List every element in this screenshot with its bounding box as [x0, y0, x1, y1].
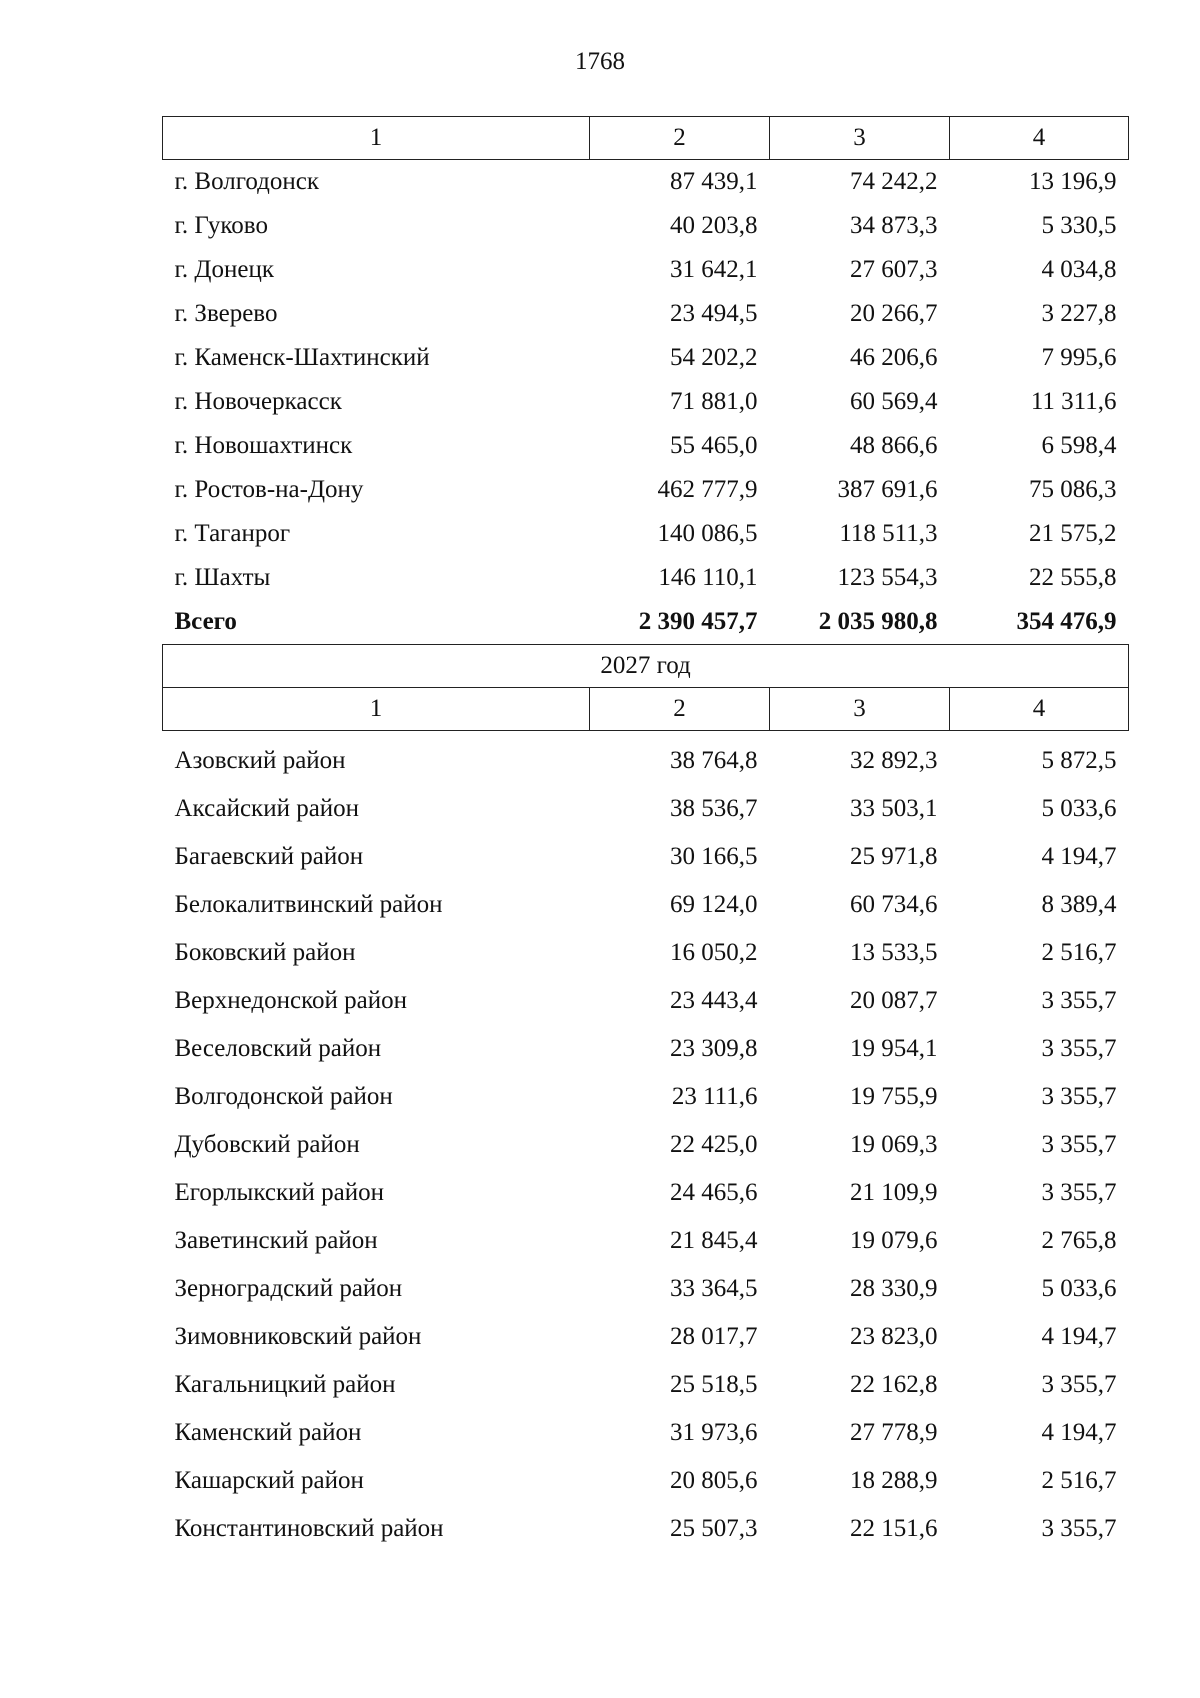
column-3-value-cell: 22 151,6: [850, 1515, 938, 1542]
table-row: [163, 1217, 1129, 1265]
column-4-value-cell: 4 194,7: [1041, 1323, 1117, 1350]
column-2-value-cell: 38 536,7: [670, 795, 758, 822]
table-row: [163, 1457, 1129, 1505]
territory-name-cell: г. Зверево: [174, 300, 278, 327]
column-4-value-cell: 4 194,7: [1041, 1419, 1117, 1446]
territory-name-cell: Кагальницкий район: [174, 1371, 396, 1398]
column-4-value-cell: 3 355,7: [1041, 1131, 1117, 1158]
column-3-value-cell: 18 288,9: [850, 1467, 938, 1494]
column-3-value-cell: 33 503,1: [850, 795, 938, 822]
table-row: [163, 336, 1129, 380]
territory-name-cell: Дубовский район: [174, 1131, 360, 1158]
column-3-value-cell: 22 162,8: [850, 1371, 938, 1398]
territory-name-cell: г. Шахты: [174, 564, 271, 591]
territory-name-cell: Волгодонской район: [174, 1083, 393, 1110]
territory-name-cell: Веселовский район: [174, 1035, 382, 1062]
territory-name-cell: Белокалитвинский район: [174, 891, 443, 918]
column-3-value-cell: 48 866,6: [850, 432, 938, 459]
territory-name-cell: Верхнедонской район: [174, 987, 407, 1014]
territory-name-cell: Заветинский район: [174, 1227, 378, 1254]
column-2-value-cell: 54 202,2: [670, 344, 758, 371]
total-row: [163, 600, 1129, 644]
year-label: 2027 год: [163, 645, 1129, 688]
column-2-value-cell: 16 050,2: [670, 939, 758, 966]
column-number-header: [163, 688, 1129, 731]
column-3-value-cell: 20 087,7: [850, 987, 938, 1014]
table-row: [163, 881, 1129, 929]
column-2-value-cell: 25 507,3: [670, 1515, 758, 1542]
column-2-value-cell: 40 203,8: [670, 212, 758, 239]
column-3-value-cell: 123 554,3: [837, 564, 938, 591]
column-4-value-cell: 5 330,5: [1041, 212, 1117, 239]
column-3-value-cell: 46 206,6: [850, 344, 938, 371]
column-header-2: 2: [590, 117, 770, 160]
column-4-value-cell: 75 086,3: [1029, 476, 1117, 503]
page-number: 1768: [575, 48, 625, 75]
territory-name-cell: г. Волгодонск: [174, 168, 320, 195]
column-3-value-cell: 118 511,3: [839, 520, 938, 547]
column-2-value-cell: 24 465,6: [670, 1179, 758, 1206]
territory-name-cell: Кашарский район: [174, 1467, 364, 1494]
territory-name-cell: Боковский район: [174, 939, 356, 966]
column-3-value-cell: 20 266,7: [850, 300, 938, 327]
column-2-value-cell: 23 111,6: [671, 1083, 758, 1110]
column-2-value-cell: 146 110,1: [658, 564, 758, 591]
table-row: [163, 1121, 1129, 1169]
column-3-value-cell: 387 691,6: [837, 476, 938, 503]
table-row: [163, 468, 1129, 512]
column-4-value-cell: 2 765,8: [1041, 1227, 1117, 1254]
column-header-4: 4: [950, 117, 1129, 160]
table-row: [163, 785, 1129, 833]
table-row: [163, 512, 1129, 556]
column-4-value-cell: 5 033,6: [1041, 795, 1117, 822]
territory-name-cell: г. Донецк: [174, 256, 274, 283]
table-row: [163, 380, 1129, 424]
column-2-value-cell: 33 364,5: [670, 1275, 758, 1302]
column-header-3: 3: [770, 688, 950, 731]
column-4-value-cell: 22 555,8: [1029, 564, 1117, 591]
column-2-value-cell: 38 764,8: [670, 747, 758, 774]
column-2-value-cell: 71 881,0: [670, 388, 758, 415]
table-row: [163, 1313, 1129, 1361]
column-3-value-cell: 28 330,9: [850, 1275, 938, 1302]
column-2-value-cell: 22 425,0: [670, 1131, 758, 1158]
column-2-value-cell: 140 086,5: [657, 520, 758, 547]
column-4-value-cell: 5 872,5: [1041, 747, 1117, 774]
column-3-value-cell: 19 069,3: [850, 1131, 938, 1158]
column-3-value-cell: 19 755,9: [850, 1083, 938, 1110]
column-3-value-cell: 34 873,3: [850, 212, 938, 239]
table-row: [163, 292, 1129, 336]
column-3-value-cell: 19 079,6: [850, 1227, 938, 1254]
column-2-value-cell: 462 777,9: [657, 476, 758, 503]
column-3-value-cell: 13 533,5: [850, 939, 938, 966]
territory-name-cell: г. Новошахтинск: [174, 432, 353, 459]
table-row: [163, 833, 1129, 881]
column-header-2: 2: [590, 688, 770, 731]
column-4-value-cell: 21 575,2: [1029, 520, 1117, 547]
column-4-value-cell: 6 598,4: [1041, 432, 1117, 459]
territory-name-cell: г. Гуково: [174, 212, 268, 239]
table-row: [163, 929, 1129, 977]
territory-name-cell: Егорлыкский район: [174, 1179, 384, 1206]
territory-name-cell: Азовский район: [174, 747, 346, 774]
table-row: [163, 1265, 1129, 1313]
table-row: [163, 204, 1129, 248]
table-section-1: [162, 116, 1129, 644]
table-row: [163, 160, 1129, 205]
column-3-value-cell: 21 109,9: [850, 1179, 938, 1206]
column-4-value-cell: 4 194,7: [1041, 843, 1117, 870]
column-4-value-cell: 8 389,4: [1041, 891, 1117, 918]
column-4-value-cell: 354 476,9: [1016, 608, 1117, 635]
column-2-value-cell: 21 845,4: [670, 1227, 758, 1254]
column-4-value-cell: 3 355,7: [1041, 1035, 1117, 1062]
column-4-value-cell: 7 995,6: [1041, 344, 1117, 371]
column-2-value-cell: 31 973,6: [670, 1419, 758, 1446]
table-row: [163, 424, 1129, 468]
table-row: [163, 1409, 1129, 1457]
column-header-3: 3: [770, 117, 950, 160]
column-3-value-cell: 74 242,2: [850, 168, 938, 195]
territory-name-cell: Каменский район: [174, 1419, 362, 1446]
column-2-value-cell: 23 494,5: [670, 300, 758, 327]
territory-name-cell: Аксайский район: [174, 795, 360, 822]
table-section-2: [162, 644, 1129, 1553]
column-4-value-cell: 2 516,7: [1041, 939, 1117, 966]
territory-name-cell: Багаевский район: [174, 843, 364, 870]
column-3-value-cell: 19 954,1: [850, 1035, 938, 1062]
table-row: [163, 1025, 1129, 1073]
column-2-value-cell: 20 805,6: [670, 1467, 758, 1494]
table-row: [163, 556, 1129, 600]
column-4-value-cell: 5 033,6: [1041, 1275, 1117, 1302]
column-4-value-cell: 3 355,7: [1041, 1371, 1117, 1398]
table-row: [163, 1505, 1129, 1553]
table-row: [163, 1073, 1129, 1121]
column-2-value-cell: 25 518,5: [670, 1371, 758, 1398]
column-2-value-cell: 87 439,1: [670, 168, 758, 195]
column-4-value-cell: 4 034,8: [1041, 256, 1117, 283]
table-row: [163, 1361, 1129, 1409]
column-3-value-cell: 32 892,3: [850, 747, 938, 774]
table-row: [163, 977, 1129, 1025]
column-3-value-cell: 27 607,3: [850, 256, 938, 283]
column-2-value-cell: 31 642,1: [670, 256, 758, 283]
column-4-value-cell: 3 355,7: [1041, 1083, 1117, 1110]
territory-name-cell: Зимовниковский район: [174, 1323, 422, 1350]
territory-name-cell: г. Таганрог: [174, 520, 291, 547]
territory-name-cell: г. Каменск-Шахтинский: [174, 344, 430, 371]
column-3-value-cell: 60 569,4: [850, 388, 938, 415]
territory-name-cell: г. Новочеркасск: [174, 388, 342, 415]
column-4-value-cell: 3 227,8: [1041, 300, 1117, 327]
column-4-value-cell: 13 196,9: [1029, 168, 1117, 195]
column-4-value-cell: 3 355,7: [1041, 987, 1117, 1014]
column-2-value-cell: 23 443,4: [670, 987, 758, 1014]
column-4-value-cell: 3 355,7: [1041, 1515, 1117, 1542]
column-2-value-cell: 30 166,5: [670, 843, 758, 870]
table-row: [163, 1169, 1129, 1217]
column-3-value-cell: 25 971,8: [850, 843, 938, 870]
column-number-header: [163, 117, 1129, 160]
column-2-value-cell: 2 390 457,7: [638, 608, 758, 635]
table-row: [163, 248, 1129, 292]
column-3-value-cell: 60 734,6: [850, 891, 938, 918]
column-header-4: 4: [950, 688, 1129, 731]
column-2-value-cell: 55 465,0: [670, 432, 758, 459]
territory-name-cell: г. Ростов-на-Дону: [174, 476, 364, 503]
column-2-value-cell: 28 017,7: [670, 1323, 758, 1350]
table-row: [163, 737, 1129, 785]
territory-name-cell: Константиновский район: [174, 1515, 444, 1542]
territory-name-cell: Зерноградский район: [174, 1275, 403, 1302]
year-row: [163, 645, 1129, 688]
column-header-1: 1: [163, 688, 590, 731]
column-2-value-cell: 69 124,0: [670, 891, 758, 918]
column-4-value-cell: 2 516,7: [1041, 1467, 1117, 1494]
column-header-1: 1: [163, 117, 590, 160]
territory-name-cell: Всего: [174, 608, 237, 635]
column-3-value-cell: 23 823,0: [850, 1323, 938, 1350]
column-4-value-cell: 3 355,7: [1041, 1179, 1117, 1206]
column-4-value-cell: 11 311,6: [1030, 388, 1117, 415]
column-3-value-cell: 27 778,9: [850, 1419, 938, 1446]
column-3-value-cell: 2 035 980,8: [818, 608, 938, 635]
column-2-value-cell: 23 309,8: [670, 1035, 758, 1062]
